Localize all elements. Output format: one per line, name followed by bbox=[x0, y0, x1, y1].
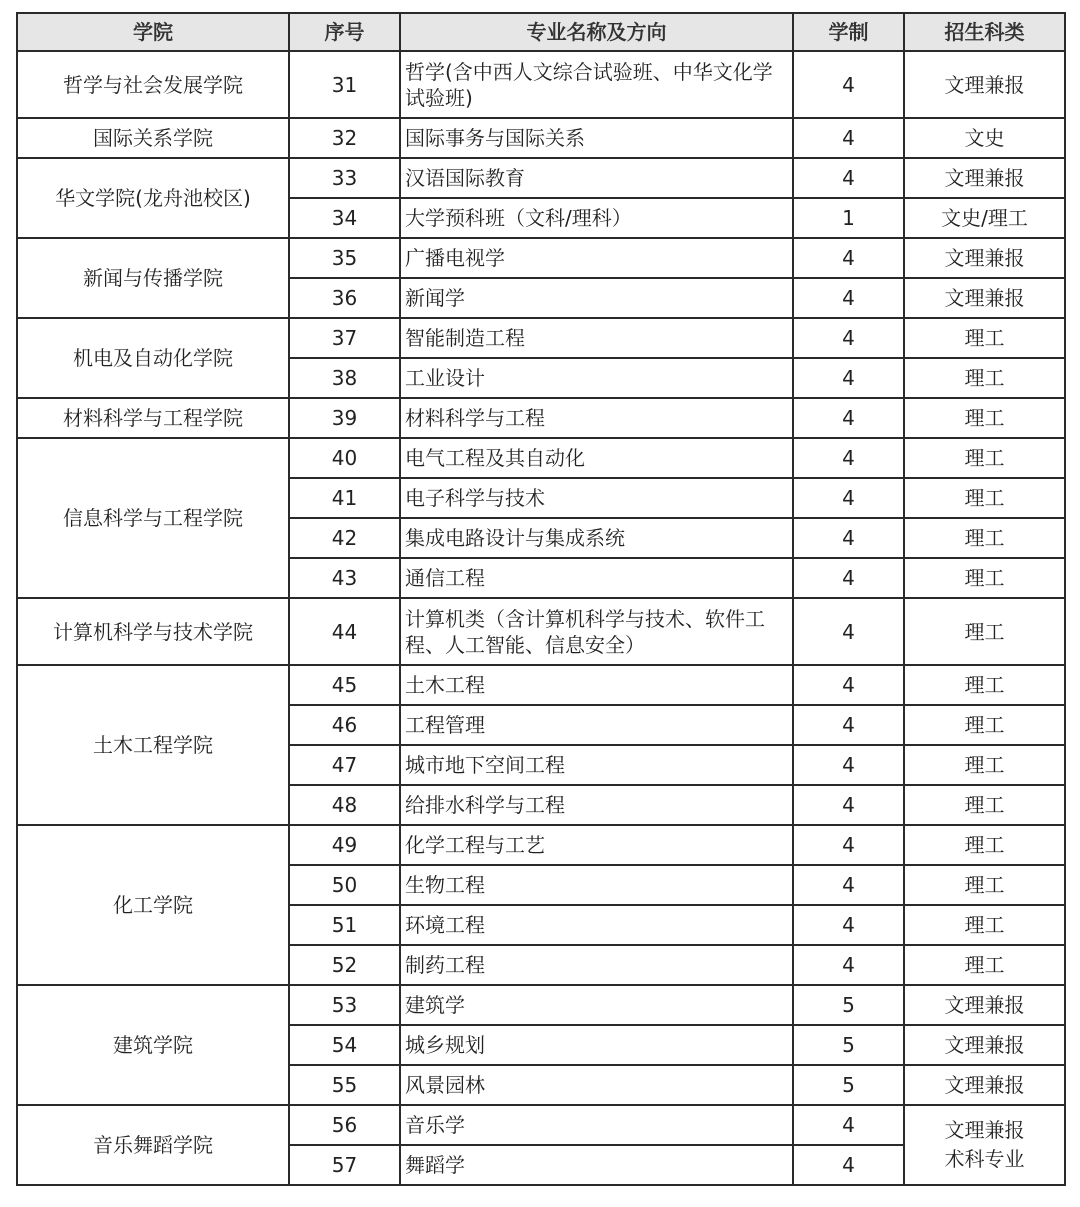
number-cell: 54 bbox=[289, 1025, 400, 1065]
number-cell: 50 bbox=[289, 865, 400, 905]
number-cell: 44 bbox=[289, 598, 400, 665]
college-cell: 国际关系学院 bbox=[17, 118, 289, 158]
category-cell: 文理兼报 bbox=[904, 238, 1065, 278]
major-name-cell: 城市地下空间工程 bbox=[400, 745, 793, 785]
category-cell: 文理兼报 术科专业 bbox=[904, 1105, 1065, 1185]
number-cell: 43 bbox=[289, 558, 400, 598]
major-name-cell: 汉语国际教育 bbox=[400, 158, 793, 198]
category-cell: 理工 bbox=[904, 598, 1065, 665]
major-name-cell: 智能制造工程 bbox=[400, 318, 793, 358]
college-cell: 华文学院(龙舟池校区) bbox=[17, 158, 289, 238]
number-cell: 53 bbox=[289, 985, 400, 1025]
college-cell: 信息科学与工程学院 bbox=[17, 438, 289, 598]
table-row bbox=[17, 438, 1065, 478]
table-row bbox=[17, 985, 1065, 1025]
college-cell: 化工学院 bbox=[17, 825, 289, 985]
category-cell: 文理兼报 bbox=[904, 985, 1065, 1025]
category-cell: 文理兼报 bbox=[904, 51, 1065, 118]
table-row bbox=[17, 825, 1065, 865]
years-cell: 4 bbox=[793, 278, 904, 318]
college-cell: 土木工程学院 bbox=[17, 665, 289, 825]
number-cell: 57 bbox=[289, 1145, 400, 1185]
category-cell: 理工 bbox=[904, 785, 1065, 825]
number-cell: 39 bbox=[289, 398, 400, 438]
major-name-cell: 环境工程 bbox=[400, 905, 793, 945]
table-container bbox=[16, 12, 1064, 1186]
header-category: 招生科类 bbox=[904, 13, 1065, 51]
years-cell: 4 bbox=[793, 438, 904, 478]
category-cell: 理工 bbox=[904, 705, 1065, 745]
number-cell: 36 bbox=[289, 278, 400, 318]
years-cell: 4 bbox=[793, 785, 904, 825]
category-cell: 理工 bbox=[904, 905, 1065, 945]
table-row bbox=[17, 318, 1065, 358]
years-cell: 4 bbox=[793, 705, 904, 745]
category-cell: 文理兼报 bbox=[904, 158, 1065, 198]
category-cell: 理工 bbox=[904, 518, 1065, 558]
years-cell: 4 bbox=[793, 825, 904, 865]
years-cell: 4 bbox=[793, 238, 904, 278]
major-name-cell: 音乐学 bbox=[400, 1105, 793, 1145]
table-row bbox=[17, 1105, 1065, 1145]
number-cell: 48 bbox=[289, 785, 400, 825]
number-cell: 40 bbox=[289, 438, 400, 478]
major-name-cell: 新闻学 bbox=[400, 278, 793, 318]
years-cell: 4 bbox=[793, 1105, 904, 1145]
category-cell: 理工 bbox=[904, 358, 1065, 398]
major-name-cell: 电气工程及其自动化 bbox=[400, 438, 793, 478]
years-cell: 4 bbox=[793, 158, 904, 198]
header-years: 学制 bbox=[793, 13, 904, 51]
years-cell: 4 bbox=[793, 51, 904, 118]
table-row bbox=[17, 238, 1065, 278]
major-name-cell: 材料科学与工程 bbox=[400, 398, 793, 438]
major-name-cell: 哲学(含中西人文综合试验班、中华文化学试验班) bbox=[400, 51, 793, 118]
major-name-cell: 电子科学与技术 bbox=[400, 478, 793, 518]
years-cell: 4 bbox=[793, 358, 904, 398]
category-cell: 文理兼报 bbox=[904, 1025, 1065, 1065]
number-cell: 37 bbox=[289, 318, 400, 358]
number-cell: 55 bbox=[289, 1065, 400, 1105]
header-row bbox=[17, 13, 1065, 51]
category-cell: 理工 bbox=[904, 945, 1065, 985]
major-name-cell: 制药工程 bbox=[400, 945, 793, 985]
college-cell: 音乐舞蹈学院 bbox=[17, 1105, 289, 1185]
number-cell: 52 bbox=[289, 945, 400, 985]
years-cell: 5 bbox=[793, 1025, 904, 1065]
years-cell: 4 bbox=[793, 745, 904, 785]
number-cell: 35 bbox=[289, 238, 400, 278]
years-cell: 4 bbox=[793, 945, 904, 985]
table-body bbox=[17, 51, 1065, 1185]
major-name-cell: 风景园林 bbox=[400, 1065, 793, 1105]
category-cell: 理工 bbox=[904, 438, 1065, 478]
table-row bbox=[17, 158, 1065, 198]
years-cell: 5 bbox=[793, 1065, 904, 1105]
years-cell: 4 bbox=[793, 665, 904, 705]
number-cell: 49 bbox=[289, 825, 400, 865]
college-cell: 材料科学与工程学院 bbox=[17, 398, 289, 438]
table-row bbox=[17, 598, 1065, 665]
table-row bbox=[17, 665, 1065, 705]
years-cell: 4 bbox=[793, 905, 904, 945]
category-cell: 理工 bbox=[904, 558, 1065, 598]
major-name-cell: 集成电路设计与集成系统 bbox=[400, 518, 793, 558]
category-cell: 理工 bbox=[904, 398, 1065, 438]
major-name-cell: 通信工程 bbox=[400, 558, 793, 598]
number-cell: 46 bbox=[289, 705, 400, 745]
college-cell: 机电及自动化学院 bbox=[17, 318, 289, 398]
number-cell: 51 bbox=[289, 905, 400, 945]
table-row bbox=[17, 398, 1065, 438]
major-name-cell: 国际事务与国际关系 bbox=[400, 118, 793, 158]
category-cell: 理工 bbox=[904, 865, 1065, 905]
category-cell: 文史/理工 bbox=[904, 198, 1065, 238]
major-name-cell: 化学工程与工艺 bbox=[400, 825, 793, 865]
header-college: 学院 bbox=[17, 13, 289, 51]
table-row bbox=[17, 51, 1065, 118]
years-cell: 4 bbox=[793, 1145, 904, 1185]
major-name-cell: 工业设计 bbox=[400, 358, 793, 398]
number-cell: 33 bbox=[289, 158, 400, 198]
years-cell: 4 bbox=[793, 558, 904, 598]
years-cell: 4 bbox=[793, 398, 904, 438]
table-row bbox=[17, 118, 1065, 158]
category-cell: 理工 bbox=[904, 825, 1065, 865]
header-major: 专业名称及方向 bbox=[400, 13, 793, 51]
major-name-cell: 建筑学 bbox=[400, 985, 793, 1025]
category-cell: 文史 bbox=[904, 118, 1065, 158]
majors-table bbox=[16, 12, 1066, 1186]
category-cell: 理工 bbox=[904, 318, 1065, 358]
number-cell: 32 bbox=[289, 118, 400, 158]
years-cell: 4 bbox=[793, 518, 904, 558]
college-cell: 建筑学院 bbox=[17, 985, 289, 1105]
major-name-cell: 给排水科学与工程 bbox=[400, 785, 793, 825]
category-cell: 理工 bbox=[904, 745, 1065, 785]
major-name-cell: 城乡规划 bbox=[400, 1025, 793, 1065]
category-cell: 文理兼报 bbox=[904, 1065, 1065, 1105]
years-cell: 1 bbox=[793, 198, 904, 238]
major-name-cell: 生物工程 bbox=[400, 865, 793, 905]
years-cell: 4 bbox=[793, 865, 904, 905]
major-name-cell: 土木工程 bbox=[400, 665, 793, 705]
years-cell: 5 bbox=[793, 985, 904, 1025]
college-cell: 计算机科学与技术学院 bbox=[17, 598, 289, 665]
number-cell: 31 bbox=[289, 51, 400, 118]
major-name-cell: 工程管理 bbox=[400, 705, 793, 745]
number-cell: 38 bbox=[289, 358, 400, 398]
years-cell: 4 bbox=[793, 118, 904, 158]
major-name-cell: 大学预科班（文科/理科） bbox=[400, 198, 793, 238]
header-number: 序号 bbox=[289, 13, 400, 51]
number-cell: 47 bbox=[289, 745, 400, 785]
category-cell: 文理兼报 bbox=[904, 278, 1065, 318]
number-cell: 45 bbox=[289, 665, 400, 705]
college-cell: 哲学与社会发展学院 bbox=[17, 51, 289, 118]
years-cell: 4 bbox=[793, 318, 904, 358]
years-cell: 4 bbox=[793, 598, 904, 665]
number-cell: 42 bbox=[289, 518, 400, 558]
number-cell: 34 bbox=[289, 198, 400, 238]
number-cell: 56 bbox=[289, 1105, 400, 1145]
category-cell: 理工 bbox=[904, 665, 1065, 705]
college-cell: 新闻与传播学院 bbox=[17, 238, 289, 318]
major-name-cell: 计算机类（含计算机科学与技术、软件工程、人工智能、信息安全） bbox=[400, 598, 793, 665]
number-cell: 41 bbox=[289, 478, 400, 518]
major-name-cell: 广播电视学 bbox=[400, 238, 793, 278]
major-name-cell: 舞蹈学 bbox=[400, 1145, 793, 1185]
category-cell: 理工 bbox=[904, 478, 1065, 518]
years-cell: 4 bbox=[793, 478, 904, 518]
